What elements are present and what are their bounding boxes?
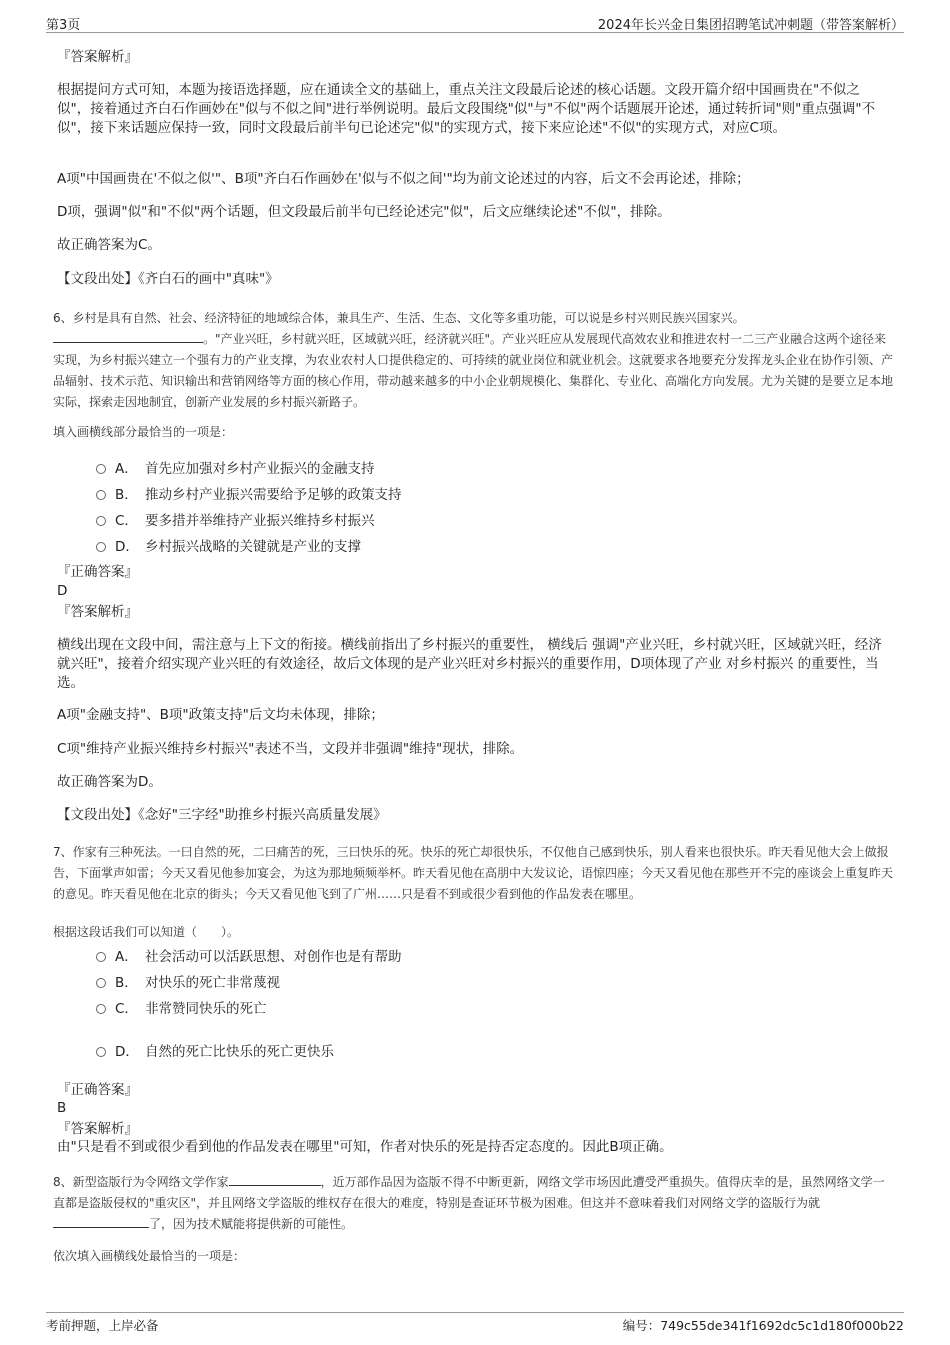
q6-answer-label: 『正确答案』 — [57, 564, 138, 580]
q6-option-a[interactable]: A． 首先应加强对乡村产业振兴的金融支持 — [96, 457, 375, 477]
q8-blank-1[interactable] — [229, 1173, 321, 1186]
q7-answer-label: 『正确答案』 — [57, 1082, 138, 1098]
radio-icon[interactable] — [96, 542, 106, 552]
radio-icon[interactable] — [96, 464, 106, 474]
q5-source: 【文段出处】《齐白石的画中"真味"》 — [57, 271, 279, 287]
q6-conclusion: 故正确答案为D。 — [57, 774, 162, 790]
q7-prompt: 根据这段话我们可以知道（ ）。 — [53, 925, 240, 939]
q8-blank-2[interactable] — [53, 1215, 149, 1228]
q7-option-d[interactable]: D． 自然的死亡比快乐的死亡更快乐 — [96, 1040, 334, 1060]
q8-prompt: 依次填入画横线处最恰当的一项是： — [53, 1249, 246, 1263]
document-title: 2024年长兴金日集团招聘笔试冲刺题（带答案解析） — [597, 18, 904, 33]
radio-icon[interactable] — [96, 952, 106, 962]
q8-stem: 8、新型盗版行为令网络文学作家 ，近万部作品因为盗版不得不中断更新，网络文学市场因此遭受严重损失。值得庆幸的是，虽然网络文学一直都是盗版侵权的"重灾区"，并且网络文学盗版的维权存在很大的难度，特别是查证环节极为困难。但这并不意味着我们对网络文学的盗版行为就了，因为技术赋能将提供新的可能性。 — [53, 1175, 885, 1231]
q7-stem: 7、作家有三种死法。一曰自然的死，二曰痛苦的死，三曰快乐的死。快乐的死亡却很快乐，不仅他自己感到快乐，别人看来也很快乐。昨天看见他大会上做报告，下面掌声如雷；今天又看见他参加宴会，为这为那地频频举杯。昨天看见他在高朋中大发议论，语惊四座；今天又看见他在那些开不完的座谈会上重复昨天的意见。昨天看见他在北京的街头；今天又看见他飞到了广州……只是看不到或很少看到他的作品发表在哪里。 — [53, 845, 894, 901]
document-id: 编号：749c55de341f1692dc5c1d180f000b22 — [622, 1318, 904, 1333]
q5-analysis-p2: A项"中国画贵在'不似之似'"、B项"齐白石作画妙在'似与不似之间'"均为前文论述过的内容，后文不会再论述，排除； — [57, 171, 750, 187]
q6-option-c[interactable]: C． 要多措并举维持产业振兴维持乡村振兴 — [96, 509, 375, 529]
q6-option-d[interactable]: D． 乡村振兴战略的关键就是产业的支撑 — [96, 535, 361, 555]
q6-stem: 6、乡村是具有自然、社会、经济特征的地域综合体，兼具生产、生活、生态、文化等多重功能，可以说是乡村兴则民族兴国家兴。 。"产业兴旺，乡村就兴旺，区域就兴旺，经济就兴旺"。产业兴旺应从发展现代高效农业和推进农村一二三产业融合这两个途径来实现，为乡村振兴建立一个强有力的产业支撑，为农业农村人口提供稳定的、可持续的就业岗位和就业机会。这就要求各地要充分发挥龙头企业在协作引领、产品辐射、技术示范、知识输出和营销网络等方面的核心作用，带动越来越多的中小企业朝规模化、集群化、专业化、高端化方向发展。尤为关键的是要立足本地实际，探索走因地制宜，创新产业发展的乡村振兴新路子。 — [53, 311, 894, 409]
q6-analysis-label: 『答案解析』 — [57, 604, 138, 620]
q6-option-b[interactable]: B． 推动乡村产业振兴需要给予足够的政策支持 — [96, 483, 402, 503]
page-header — [46, 12, 904, 33]
q7-option-b[interactable]: B． 对快乐的死亡非常蔑视 — [96, 971, 280, 991]
radio-icon[interactable] — [96, 490, 106, 500]
q7-option-a[interactable]: A． 社会活动可以活跃思想、对创作也是有帮助 — [96, 945, 402, 965]
page-number: 第3页 — [46, 18, 81, 33]
q6-analysis-p2: A项"金融支持"、B项"政策支持"后文均未体现，排除； — [57, 707, 384, 723]
q6-blank[interactable] — [53, 330, 203, 343]
footer-slogan: 考前押题，上岸必备 — [46, 1318, 159, 1333]
q5-analysis-label: 『答案解析』 — [57, 49, 138, 65]
radio-icon[interactable] — [96, 1047, 106, 1057]
q7-answer: B — [57, 1100, 67, 1116]
q5-analysis-p3: D项，强调"似"和"不似"两个话题，但文段最后前半句已经论述完"似"，后文应继续论述"不似"，排除。 — [57, 204, 671, 220]
radio-icon[interactable] — [96, 1004, 106, 1014]
q7-analysis-label: 『答案解析』 — [57, 1121, 138, 1137]
q5-conclusion: 故正确答案为C。 — [57, 237, 161, 253]
q7-analysis: 由"只是看不到或很少看到他的作品发表在哪里"可知，作者对快乐的死是持否定态度的。因此B项正确。 — [57, 1139, 673, 1155]
q6-analysis-p3: C项"维持产业振兴维持乡村振兴"表述不当，文段并非强调"维持"现状，排除。 — [57, 741, 524, 757]
page-footer — [46, 1312, 904, 1333]
q5-analysis-p1: 根据提问方式可知，本题为接语选择题，应在通读全文的基础上，重点关注文段最后论述的核心话题。文段开篇介绍中国画贵在"不似之似"，接着通过齐白石作画妙在"似与不似之间"进行举例说明。最后文段围绕"似"与"不似"两个话题展开论述，通过转折词"则"重点强调"不似"，接下来话题应保持一致，同时文段最后前半句已论述完"似"的实现方式，接下来应论述"不似"的实现方式，对应C项。 — [57, 82, 876, 136]
q7-option-c[interactable]: C． 非常赞同快乐的死亡 — [96, 997, 267, 1017]
q6-answer: D — [57, 583, 68, 599]
radio-icon[interactable] — [96, 978, 106, 988]
q6-source: 【文段出处】《念好"三字经"助推乡村振兴高质量发展》 — [57, 807, 387, 823]
q6-prompt: 填入画横线部分最恰当的一项是： — [53, 425, 234, 439]
q6-analysis-p1: 横线出现在文段中间，需注意与上下文的衔接。横线前指出了乡村振兴的重要性， 横线后 强调"产业兴旺，乡村就兴旺，区域就兴旺，经济就兴旺"，接着介绍实现产业兴旺的有效途径，故后文体现的是产业兴旺对乡村振兴的重要作用，D项体现了产业 对乡村振兴 的重要性，当选。 — [57, 637, 882, 691]
radio-icon[interactable] — [96, 516, 106, 526]
